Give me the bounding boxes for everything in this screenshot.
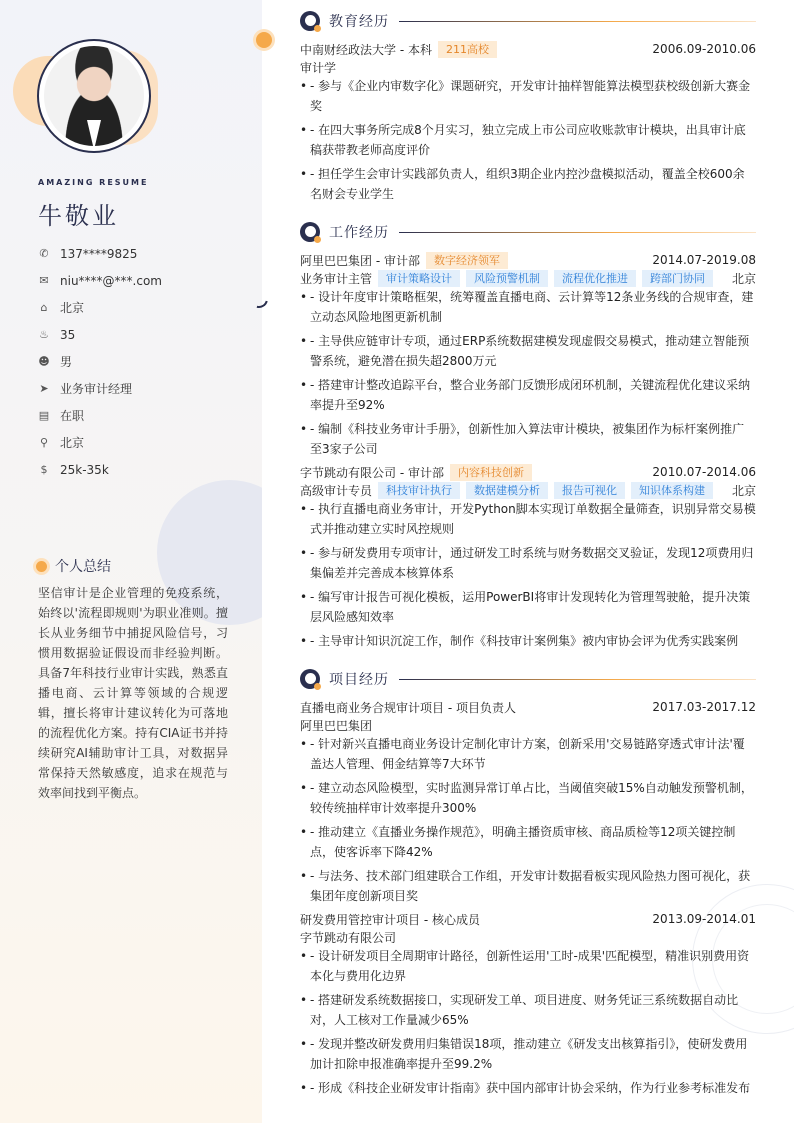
bullet-text: - 参与《企业内审数字化》课题研究，开发审计抽样智能算法模型获校级创新大赛金奖 — [310, 79, 751, 113]
education-title: 教育经历 — [329, 14, 389, 30]
bullet-item — [300, 76, 756, 116]
job-role: 业务审计主管 — [300, 271, 373, 286]
summary-text: 坚信审计是企业管理的免疫系统，始终以'流程即规则'为职业准则。擅长从业务细节中捕捉风险信号，习惯用数据验证假设而非经验判断。具备7年科技行业审计实践，熟悉直播电商、云计算等领域的合规逻辑，擅长将审计建议转化为可落地的流程优化方案。持有CIA证书并持续研究AI辅助审计工具，对数据异常保持天然敏感度，追求在规范与效率间找到平衡点。 — [38, 586, 228, 800]
job-header-row — [300, 251, 756, 269]
contact-info-text: niu****@***.com — [60, 273, 162, 288]
bullet-dot-icon: • — [300, 167, 308, 181]
bullet-item — [300, 778, 756, 818]
projects-section-header — [300, 669, 756, 689]
avatar-frame — [37, 39, 151, 153]
summary-heading — [36, 556, 111, 576]
contact-info-text: 业务审计经理 — [60, 382, 133, 396]
bullet-item — [300, 287, 756, 327]
bullet-item — [300, 499, 756, 539]
bullet-text: - 设计研发项目全周期审计路径，创新性运用'工时-成果'匹配模型，精准识别费用资本化与费用化边界 — [310, 949, 750, 983]
skill-tag: 报告可视化 — [554, 482, 625, 499]
bullet-text: - 设计年度审计策略框架，统筹覆盖直播电商、云计算等12条业务线的合规审查，建立动态风险地图更新机制 — [310, 290, 754, 324]
bullet-dot-icon: • — [300, 290, 308, 304]
school-tag: 211高校 — [438, 41, 497, 58]
skill-tag: 科技审计执行 — [378, 482, 460, 499]
bullet-dot-icon: • — [300, 378, 308, 392]
education-section-header — [300, 11, 756, 31]
section-divider — [399, 232, 756, 233]
bullet-dot-icon: • — [300, 1081, 308, 1095]
salary-icon: $ — [40, 463, 48, 476]
bullet-text: - 参与研发费用专项审计，通过研发工时系统与财务数据交叉验证，发现12项费用归集偏差并完善成本核算体系 — [310, 546, 754, 580]
bullet-dot-icon: • — [300, 334, 308, 348]
bullet-dot-icon: • — [300, 825, 308, 839]
project-period: 2013.09-2014.01 — [652, 912, 756, 926]
bullet-text: - 推动建立《直播业务操作规范》，明确主播资质审核、商品质检等12项关键控制点，使客诉率下降42% — [310, 825, 736, 859]
contact-info-item — [38, 429, 162, 456]
section-icon — [300, 669, 320, 689]
resume-tagline: AMAZING RESUME — [38, 178, 149, 187]
bullet-dot-icon: • — [300, 502, 308, 516]
projects-title: 项目经历 — [329, 672, 389, 688]
contact-info-text: 35 — [60, 327, 76, 342]
bullet-dot-icon: • — [300, 781, 308, 795]
bullet-dot-icon: • — [300, 634, 308, 648]
education-bullets — [300, 76, 756, 208]
bullet-dot-icon: • — [300, 79, 308, 93]
bullet-dot-icon: • — [300, 123, 308, 137]
cake-icon: ♨ — [39, 328, 49, 341]
location-pin-icon: ⚲ — [39, 436, 49, 449]
job-bullets — [300, 499, 756, 655]
section-icon — [300, 11, 320, 31]
project-header-row — [300, 910, 756, 928]
company-name: 字节跳动有限公司 - 审计部 — [300, 465, 444, 480]
job-city: 北京 — [731, 271, 756, 286]
skill-tag: 跨部门协同 — [642, 270, 713, 287]
bullet-text: - 在四大事务所完成8个月实习，独立完成上市公司应收账款审计模块，出具审计底稿获带教老师高度评价 — [310, 123, 746, 157]
phone-icon: ✆ — [39, 247, 49, 260]
section-icon — [300, 222, 320, 242]
company-tag: 内容科技创新 — [450, 464, 532, 481]
bullet-text: - 主导审计知识沉淀工作，制作《科技审计案例集》被内审协会评为优秀实践案例 — [310, 634, 739, 648]
project-bullets — [300, 946, 756, 1102]
school-name: 中南财经政法大学 - 本科 — [300, 42, 432, 57]
bullet-item — [300, 866, 756, 906]
bullet-item — [300, 419, 756, 459]
mail-icon: ✉ — [39, 274, 49, 287]
job-role-row — [300, 481, 756, 499]
contact-info-item — [38, 267, 162, 294]
contact-info-item — [38, 402, 162, 429]
job-role: 高级审计专员 — [300, 483, 373, 498]
bullet-text: - 编写审计报告可视化模板，运用PowerBI将审计发现转化为管理驾驶舱，提升决策层风险感知效率 — [310, 590, 751, 624]
bullet-item — [300, 631, 756, 651]
education-row — [300, 40, 756, 58]
bullet-dot-icon: • — [300, 1037, 308, 1051]
job-header-row — [300, 463, 756, 481]
bullet-text: - 形成《科技企业研发审计指南》获中国内部审计协会采纳，作为行业参考标准发布 — [310, 1081, 751, 1095]
work-title: 工作经历 — [329, 225, 389, 241]
bullet-text: - 搭建审计整改追踪平台，整合业务部门反馈形成闭环机制，关键流程优化建议采纳率提升至92% — [310, 378, 751, 412]
briefcase-icon: ▤ — [38, 409, 50, 422]
avatar — [44, 46, 144, 146]
bullet-text: - 建立动态风险模型，实时监测异常订单占比，当阈值突破15%自动触发预警机制，较传统抽样审计效率提升300% — [310, 781, 753, 815]
sidebar — [0, 0, 262, 1123]
decorative-dot — [256, 32, 272, 48]
major: 审计学 — [300, 60, 337, 75]
contact-info-text: 北京 — [60, 301, 85, 315]
bullet-item — [300, 331, 756, 371]
section-divider — [399, 21, 756, 22]
contact-info-item — [38, 321, 162, 348]
bullet-item — [300, 1078, 756, 1098]
bullet-item — [300, 587, 756, 627]
gender-icon: ☻ — [38, 355, 50, 368]
bullet-dot-icon: • — [300, 993, 308, 1007]
bullet-text: - 执行直播电商业务审计，开发Python脚本实现订单数据全量筛查，识别异常交易模式并推动建立实时风控规则 — [310, 502, 756, 536]
project-name: 直播电商业务合规审计项目 - 项目负责人 — [300, 700, 516, 715]
home-icon: ⌂ — [40, 301, 48, 314]
send-icon: ➤ — [39, 382, 49, 395]
bullet-text: - 搭建研发系统数据接口，实现研发工单、项目进度、财务凭证三系统数据自动比对，人工核对工作量减少65% — [310, 993, 739, 1027]
job-period: 2014.07-2019.08 — [652, 253, 756, 267]
skill-tag: 审计策略设计 — [378, 270, 460, 287]
bullet-item — [300, 375, 756, 415]
project-header-row — [300, 698, 756, 716]
company-tag: 数字经济领军 — [426, 252, 508, 269]
job-period: 2010.07-2014.06 — [652, 465, 756, 479]
candidate-name: 牛敬业 — [38, 202, 119, 230]
work-section-header — [300, 222, 756, 242]
contact-info-item — [38, 294, 162, 321]
bullet-item — [300, 543, 756, 583]
section-divider — [399, 679, 756, 680]
contact-info-text: 25k-35k — [60, 462, 109, 477]
contact-info-text: 137****9825 — [60, 246, 138, 261]
bullet-text: - 与法务、技术部门组建联合工作组，开发审计数据看板实现风险热力图可视化，获集团年度创新项目奖 — [310, 869, 751, 903]
project-period: 2017.03-2017.12 — [652, 700, 756, 714]
bullet-dot-icon: • — [300, 869, 308, 883]
job-bullets — [300, 287, 756, 463]
bullet-dot-icon — [36, 561, 47, 572]
project-org: 字节跳动有限公司 — [300, 930, 397, 945]
contact-info-item — [38, 240, 162, 267]
education-period: 2006.09-2010.06 — [652, 42, 756, 56]
contact-info-text: 男 — [60, 355, 73, 369]
contact-info-item — [38, 375, 162, 402]
bullet-item — [300, 990, 756, 1030]
contact-info-item — [38, 456, 162, 483]
skill-tag: 知识体系构建 — [631, 482, 713, 499]
project-org: 阿里巴巴集团 — [300, 718, 373, 733]
contact-info-item — [38, 348, 162, 375]
contact-info-text: 北京 — [60, 436, 85, 450]
bullet-text: - 针对新兴直播电商业务设计定制化审计方案，创新采用'交易链路穿透式审计法'覆盖达人管理、佣金结算等7大环节 — [310, 737, 745, 771]
project-name: 研发费用管控审计项目 - 核心成员 — [300, 912, 480, 927]
job-role-row — [300, 269, 756, 287]
bullet-item — [300, 946, 756, 986]
skill-tag: 流程优化推进 — [554, 270, 636, 287]
bullet-text: - 担任学生会审计实践部负责人，组织3期企业内控沙盘模拟活动，覆盖全校600余名财会专业学生 — [310, 167, 745, 201]
bullet-dot-icon: • — [300, 949, 308, 963]
bullet-dot-icon: • — [300, 590, 308, 604]
bullet-dot-icon: • — [300, 737, 308, 751]
bullet-text: - 发现并整改研发费用归集错误18项，推动建立《研发支出核算指引》，使研发费用加计扣除申报准确率提升至99.2% — [310, 1037, 748, 1071]
bullet-item — [300, 734, 756, 774]
summary-title: 个人总结 — [55, 559, 111, 575]
bullet-dot-icon: • — [300, 422, 308, 436]
bullet-item — [300, 120, 756, 160]
job-city: 北京 — [731, 483, 756, 498]
skill-tag: 风险预警机制 — [466, 270, 548, 287]
bullet-text: - 主导供应链审计专项，通过ERP系统数据建模发现虚假交易模式，推动建立智能预警系统，避免潜在损失超2800万元 — [310, 334, 750, 368]
bullet-item — [300, 822, 756, 862]
skill-tag: 数据建模分析 — [466, 482, 548, 499]
bullet-dot-icon: • — [300, 546, 308, 560]
contact-info-text: 在职 — [60, 409, 85, 423]
contact-info-list — [38, 240, 162, 483]
bullet-text: - 编制《科技业务审计手册》，创新性加入算法审计模块，被集团作为标杆案例推广至3家子公司 — [310, 422, 745, 456]
bullet-item — [300, 164, 756, 204]
bullet-item — [300, 1034, 756, 1074]
company-name: 阿里巴巴集团 - 审计部 — [300, 253, 420, 268]
project-bullets — [300, 734, 756, 910]
